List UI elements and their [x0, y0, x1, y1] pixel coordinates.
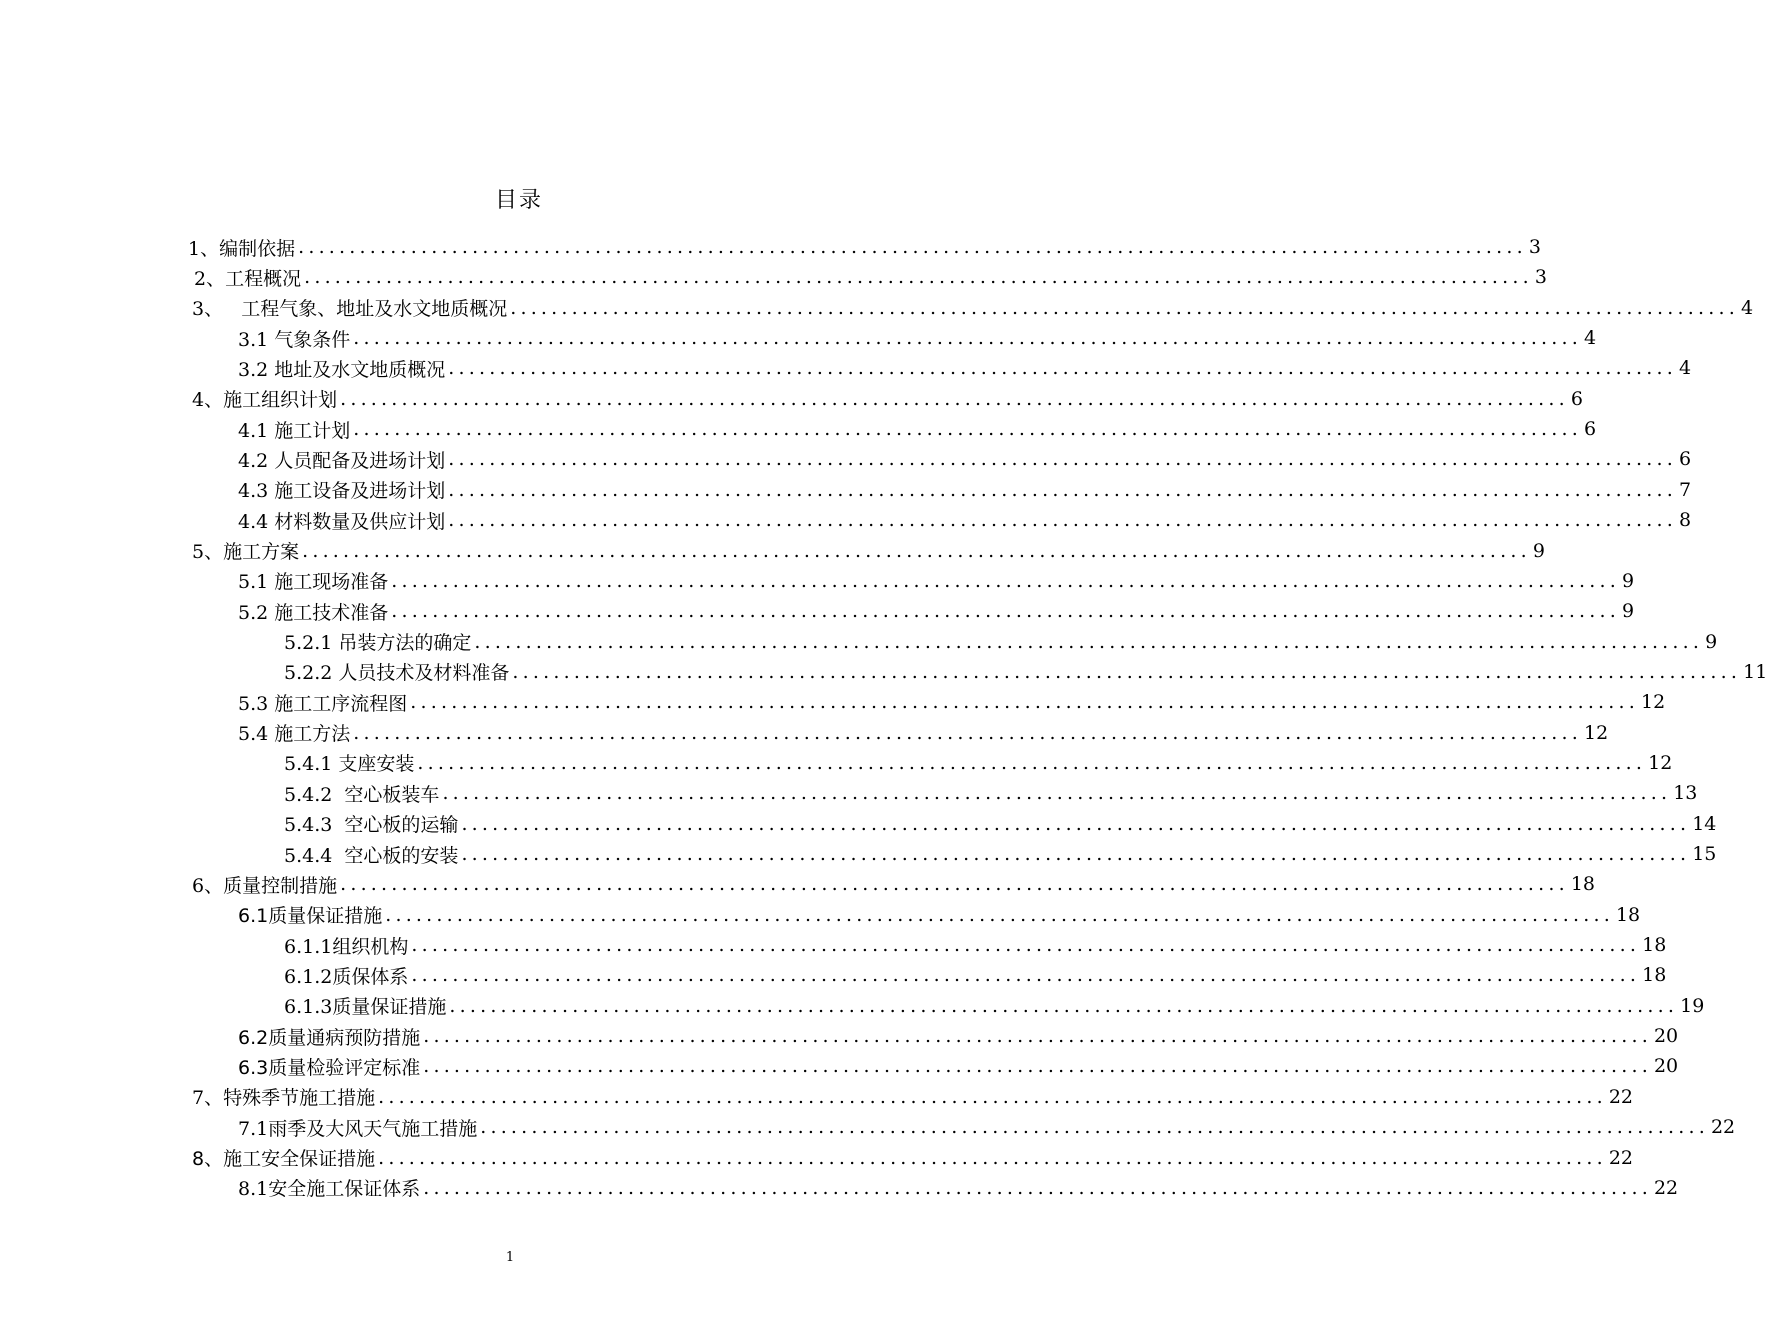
toc-entry-page-number: 18	[1642, 934, 1667, 957]
toc-entry[interactable]	[238, 505, 1692, 535]
toc-entry-label: 4.4 材料数量及供应计划	[238, 510, 446, 533]
toc-entry[interactable]	[192, 293, 1754, 323]
toc-dot-leader: ........................................................................................................................	[423, 1176, 1652, 1199]
toc-entry-label: 2、工程概况	[194, 267, 302, 290]
toc-dot-leader: ........................................................................................................................	[448, 448, 1678, 471]
toc-entry-label: 5.3 施工工序流程图	[238, 692, 408, 715]
toc-entry[interactable]	[192, 536, 1545, 566]
toc-entry-page-number: 8	[1679, 509, 1692, 532]
toc-entry-page-number: 18	[1642, 964, 1667, 987]
toc-entry-page-number: 12	[1641, 691, 1666, 714]
toc-entry-label: 3.2 地址及水文地质概况	[238, 358, 446, 381]
toc-entry-page-number: 14	[1692, 812, 1717, 835]
toc-entry-page-number: 22	[1608, 1085, 1634, 1108]
toc-entry-label: 4.3 施工设备及进场计划	[238, 480, 446, 503]
toc-dot-leader: ........................................................................................................................	[461, 843, 1691, 865]
toc-dot-leader: ........................................................................................................................	[423, 1055, 1652, 1078]
toc-dot-leader: ........................................................................................................................	[353, 721, 1583, 744]
toc-dot-leader: ........................................................................................................................	[448, 509, 1678, 532]
toc-entry[interactable]	[192, 384, 1583, 414]
toc-dot-leader: ........................................................................................................................	[378, 1085, 1607, 1108]
toc-entry[interactable]	[284, 930, 1667, 960]
toc-entry-label: 5.4.1 支座安装	[284, 753, 415, 776]
toc-entry[interactable]	[284, 960, 1667, 990]
toc-dot-leader: ........................................................................................................................	[448, 357, 1678, 380]
toc-dot-leader: ........................................................................................................................	[411, 934, 1641, 957]
toc-entry-page-number: 22	[1710, 1116, 1736, 1139]
toc-entry[interactable]	[284, 778, 1698, 808]
toc-entry-label: 6.1.1组织机构	[284, 935, 409, 958]
toc-entry[interactable]	[284, 991, 1705, 1021]
toc-entry[interactable]	[238, 1173, 1679, 1203]
toc-entry-page-number: 9	[1622, 569, 1635, 592]
toc-dot-leader: ........................................................................................................................	[512, 660, 1742, 683]
toc-entry-label: 5.1 施工现场准备	[238, 571, 389, 594]
toc-entry[interactable]	[188, 232, 1541, 262]
toc-dot-leader: ........................................................................................................................	[340, 387, 1569, 410]
toc-dot-leader: ........................................................................................................................	[417, 751, 1647, 774]
toc-entry-page-number: 18	[1615, 903, 1641, 926]
toc-entry[interactable]	[284, 809, 1717, 839]
toc-entry-label: 5.2 施工技术准备	[238, 601, 389, 624]
toc-entry-label: 5.2.1 吊装方法的确定	[284, 632, 472, 655]
toc-entry-page-number: 9	[1622, 600, 1635, 623]
toc-entry[interactable]	[238, 323, 1597, 353]
toc-dot-leader: ........................................................................................................................	[391, 569, 1621, 592]
toc-entry-label: 4、施工组织计划	[192, 389, 338, 412]
toc-entry-label: 3.1 气象条件	[238, 328, 351, 351]
toc-entry-page-number: 18	[1570, 873, 1596, 896]
toc-entry-label: 8.1安全施工保证体系	[238, 1178, 421, 1201]
toc-entry-page-number: 15	[1692, 843, 1717, 865]
toc-entry[interactable]	[238, 718, 1609, 748]
toc-entry-page-number: 12	[1648, 751, 1673, 774]
toc-dot-leader: ........................................................................................................................	[474, 630, 1704, 653]
toc-dot-leader: ........................................................................................................................	[385, 903, 1614, 926]
toc-entry-label: 5.4.3 空心板的运输	[284, 814, 459, 837]
toc-entry-label: 5、施工方案	[192, 541, 300, 563]
toc-dot-leader: ........................................................................................................................	[461, 812, 1691, 835]
toc-entry-label: 1、编制依据	[188, 237, 296, 260]
toc-dot-leader: ........................................................................................................................	[304, 266, 1533, 289]
toc-entry[interactable]	[284, 839, 1717, 869]
toc-entry-page-number: 12	[1584, 721, 1609, 744]
toc-entry-label: 5.4 施工方法	[238, 723, 351, 746]
toc-entry[interactable]	[238, 1051, 1679, 1081]
toc-dot-leader: ........................................................................................................................	[423, 1025, 1652, 1048]
toc-entry-label: 6.1.2质保体系	[284, 965, 409, 988]
toc-entry[interactable]	[194, 262, 1547, 292]
toc-dot-leader: ........................................................................................................................	[340, 873, 1569, 896]
toc-entry[interactable]	[238, 444, 1692, 474]
toc-dot-leader: ........................................................................................................................	[410, 691, 1640, 714]
toc-entry-label: 5.4.2 空心板装车	[284, 783, 440, 806]
toc-entry[interactable]	[238, 353, 1692, 383]
toc-entry-page-number: 9	[1532, 539, 1545, 562]
toc-dot-leader: ........................................................................................................................	[378, 1146, 1607, 1169]
page-number: 1	[505, 1250, 515, 1265]
toc-entry-label: 3、 工程气象、地址及水文地质概况	[192, 298, 508, 321]
toc-entry[interactable]	[238, 475, 1692, 505]
toc-entry-page-number: 4	[1584, 327, 1597, 350]
toc-entry-page-number: 6	[1570, 387, 1583, 410]
toc-entry-label: 7、特殊季节施工措施	[192, 1087, 376, 1110]
toc-entry-page-number: 11	[1743, 660, 1767, 683]
toc-entry[interactable]	[192, 1082, 1634, 1112]
page-title: 目录	[494, 188, 543, 213]
toc-entry[interactable]	[284, 748, 1673, 778]
toc-entry[interactable]	[238, 1112, 1736, 1142]
toc-dot-leader: ........................................................................................................................	[298, 236, 1527, 258]
toc-entry-label: 5.2.2 人员技术及材料准备	[284, 662, 510, 685]
toc-entry-page-number: 20	[1653, 1025, 1679, 1048]
toc-dot-leader: ........................................................................................................................	[353, 327, 1583, 350]
toc-dot-leader: ........................................................................................................................	[480, 1116, 1709, 1139]
toc-entry-label: 6.1质量保证措施	[238, 905, 383, 928]
toc-entry-label: 4.1 施工计划	[238, 419, 351, 442]
toc-entry[interactable]	[284, 627, 1718, 657]
toc-entry-page-number: 3	[1528, 236, 1541, 258]
toc-entry-page-number: 3	[1534, 266, 1547, 289]
toc-dot-leader: ........................................................................................................................	[449, 994, 1679, 1017]
toc-dot-leader: ........................................................................................................................	[411, 964, 1641, 987]
toc-dot-leader: ........................................................................................................................	[391, 600, 1621, 623]
toc-entry[interactable]	[192, 869, 1596, 899]
toc-entry-page-number: 7	[1679, 478, 1692, 501]
toc-entry-page-number: 4	[1740, 296, 1754, 319]
toc-entry-page-number: 6	[1584, 418, 1597, 441]
toc-dot-leader: ........................................................................................................................	[442, 782, 1672, 805]
toc-entry-label: 6、质量控制措施	[192, 874, 338, 897]
toc-entry[interactable]	[238, 566, 1635, 596]
toc-entry-page-number: 22	[1653, 1176, 1679, 1199]
toc-dot-leader: ........................................................................................................................	[510, 296, 1739, 319]
toc-entry-label: 7.1雨季及大风天气施工措施	[238, 1117, 478, 1140]
toc-entry-page-number: 4	[1679, 357, 1692, 380]
toc-entry[interactable]	[192, 1143, 1634, 1173]
toc-entry-page-number: 6	[1679, 448, 1692, 471]
toc-entry-page-number: 22	[1608, 1146, 1634, 1169]
toc-dot-leader: ........................................................................................................................	[302, 539, 1531, 562]
toc-entry[interactable]	[238, 687, 1666, 717]
toc-entry-label: 6.3质量检验评定标准	[238, 1056, 421, 1079]
toc-dot-leader: ........................................................................................................................	[353, 418, 1583, 441]
toc-entry[interactable]	[238, 414, 1597, 444]
toc-entry[interactable]	[284, 657, 1767, 687]
toc-entry-page-number: 20	[1653, 1055, 1679, 1078]
toc-entry-label: 6.2质量通病预防措施	[238, 1026, 421, 1049]
toc-entry-page-number: 13	[1673, 782, 1698, 805]
toc-entry-label: 4.2 人员配备及进场计划	[238, 449, 446, 472]
toc-entry-label: 8、施工安全保证措施	[192, 1148, 376, 1170]
toc-entry-label: 6.1.3质量保证措施	[284, 996, 447, 1019]
toc-entry[interactable]	[238, 1021, 1679, 1051]
toc-entry[interactable]	[238, 900, 1641, 930]
toc-entry-page-number: 9	[1705, 630, 1718, 653]
toc-entry[interactable]	[238, 596, 1635, 626]
toc-entry-page-number: 19	[1680, 994, 1705, 1017]
toc-dot-leader: ........................................................................................................................	[448, 478, 1678, 501]
toc-entry-label: 5.4.4 空心板的安装	[284, 844, 459, 867]
